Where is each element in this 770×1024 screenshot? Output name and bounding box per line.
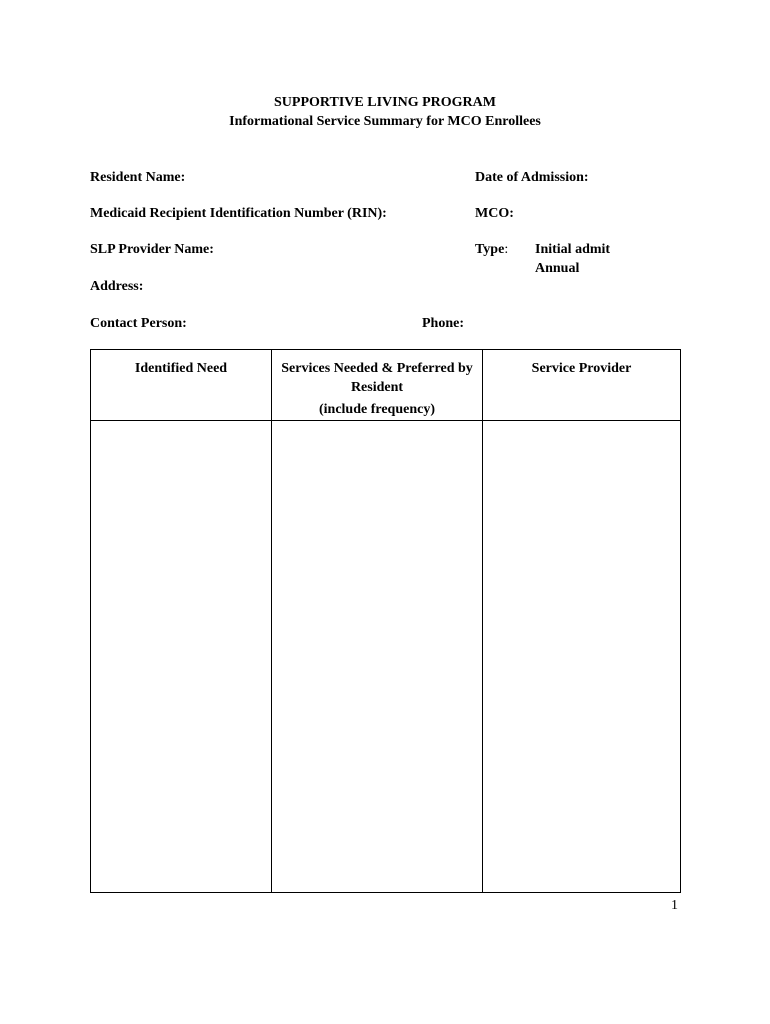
contact-person-label: Contact Person: [90, 316, 187, 331]
date-of-admission-label: Date of Admission: [475, 170, 589, 185]
mco-label: MCO: [475, 206, 514, 221]
services-needed-header-text: Services Needed & Preferred by Resident [281, 361, 473, 395]
service-summary-table [90, 349, 681, 893]
type-option-initial-admit: Initial admit [535, 242, 611, 257]
rin-label: Medicaid Recipient Identification Number (RIN): [90, 206, 387, 221]
type-label [475, 240, 508, 259]
document-subtitle: Informational Service Summary for MCO Enrollees [229, 114, 541, 129]
service-provider-header-text: Service Provider [531, 361, 632, 376]
page-number: 1 [671, 898, 678, 913]
identified-need-header [91, 350, 272, 421]
table-row [91, 421, 681, 893]
document-title: SUPPORTIVE LIVING PROGRAM [274, 95, 496, 110]
slp-provider-name-label: SLP Provider Name: [90, 242, 214, 257]
include-frequency-note: (include frequency) [318, 402, 435, 417]
services-needed-header [272, 350, 483, 421]
service-provider-header [483, 350, 681, 421]
document-header [0, 93, 770, 131]
phone-label: Phone: [422, 316, 464, 331]
type-label-text: Type [475, 242, 505, 257]
resident-name-label: Resident Name: [90, 170, 186, 185]
identified-need-header-text: Identified Need [134, 361, 228, 376]
table-header-row [91, 350, 681, 421]
type-option-annual: Annual [535, 261, 580, 276]
service-provider-cell[interactable] [483, 421, 681, 893]
address-label: Address: [90, 279, 144, 294]
services-needed-cell[interactable] [272, 421, 483, 893]
identified-need-cell[interactable] [91, 421, 272, 893]
type-label-colon: : [504, 242, 509, 257]
